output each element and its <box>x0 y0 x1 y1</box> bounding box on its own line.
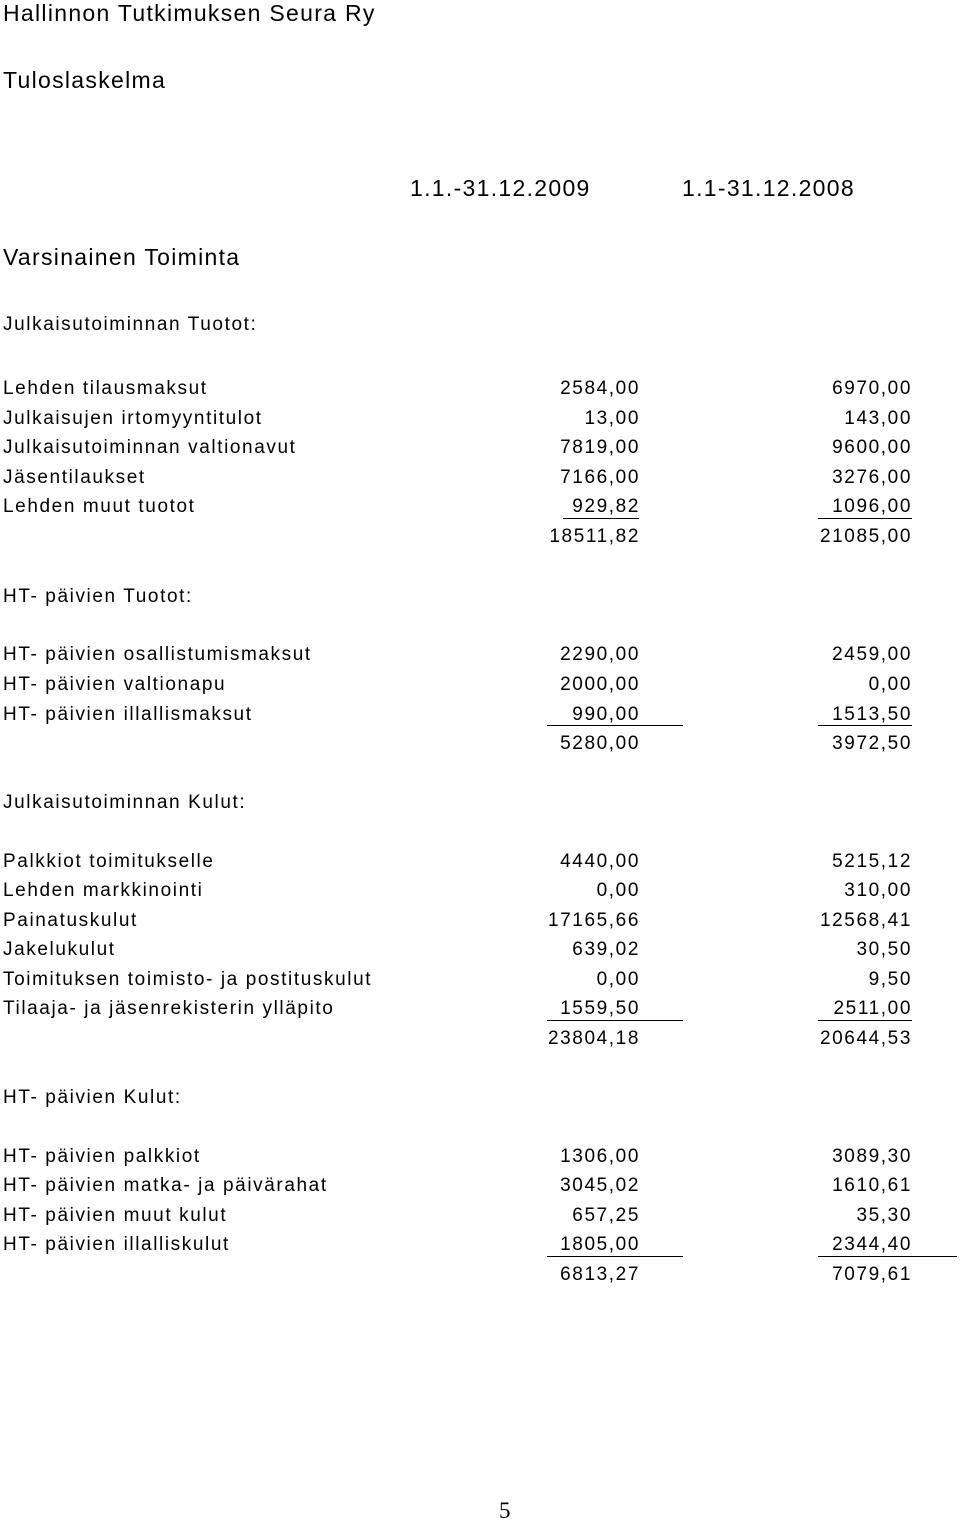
value-2009: 2290,00 <box>560 644 640 665</box>
table-row <box>3 939 960 961</box>
value-2009: 1306,00 <box>560 1146 640 1167</box>
section-heading: HT- päivien Tuotot: <box>3 586 193 607</box>
value-2008: 1096,00 <box>832 496 912 517</box>
subtotal-rule <box>547 725 683 726</box>
value-2008: 5215,12 <box>832 851 912 872</box>
value-2008: 35,30 <box>856 1205 912 1226</box>
row-label: Julkaisutoiminnan valtionavut <box>3 437 297 458</box>
value-2009: 0,00 <box>596 880 640 901</box>
table-row <box>3 1205 960 1227</box>
value-2008: 6970,00 <box>832 378 912 399</box>
subtotal-2008: 7079,61 <box>832 1264 912 1285</box>
value-2009: 657,25 <box>572 1205 640 1226</box>
table-row <box>3 998 960 1020</box>
value-2008: 310,00 <box>844 880 912 901</box>
subtotal-2009: 18511,82 <box>549 526 640 547</box>
table-row <box>3 408 960 430</box>
table-row <box>3 851 960 873</box>
value-2009: 639,02 <box>572 939 640 960</box>
subtotal-rule <box>818 518 912 519</box>
table-row <box>3 910 960 932</box>
row-label: Jakelukulut <box>3 939 116 960</box>
row-label: HT- päivien valtionapu <box>3 674 227 695</box>
table-row <box>3 644 960 666</box>
value-2009: 7819,00 <box>560 437 640 458</box>
value-2009: 990,00 <box>572 704 640 725</box>
period-current-header: 1.1.-31.12.2009 <box>410 175 591 201</box>
row-label: Lehden markkinointi <box>3 880 204 901</box>
subtotal-rule <box>818 1256 957 1257</box>
subtotal-rule <box>818 725 912 726</box>
value-2008: 9600,00 <box>832 437 912 458</box>
section-heading: HT- päivien Kulut: <box>3 1087 182 1108</box>
subtotal-2008: 21085,00 <box>819 526 912 547</box>
table-row <box>3 1175 960 1197</box>
table-row <box>3 704 960 726</box>
value-2008: 30,50 <box>856 939 912 960</box>
table-row <box>3 880 960 902</box>
value-2008: 143,00 <box>844 408 912 429</box>
value-2009: 13,00 <box>584 408 640 429</box>
subtotal-2009: 23804,18 <box>547 1028 640 1049</box>
value-2009: 1805,00 <box>560 1234 640 1255</box>
row-label: Tilaaja- ja jäsenrekisterin ylläpito <box>3 998 335 1019</box>
subtotal-rule <box>547 1020 683 1021</box>
value-2008: 2511,00 <box>833 998 912 1019</box>
row-label: Palkkiot toimitukselle <box>3 851 215 872</box>
row-label: Jäsentilaukset <box>3 467 146 488</box>
value-2009: 2584,00 <box>560 378 640 399</box>
table-row <box>3 437 960 459</box>
row-label: Julkaisujen irtomyyntitulot <box>3 408 263 429</box>
section-heading: Julkaisutoiminnan Tuotot: <box>3 314 258 335</box>
value-2008: 3089,30 <box>832 1146 912 1167</box>
organization-name: Hallinnon Tutkimuksen Seura Ry <box>3 0 376 26</box>
value-2008: 3276,00 <box>832 467 912 488</box>
subtotal-row <box>3 1264 960 1286</box>
row-label: Lehden tilausmaksut <box>3 378 208 399</box>
table-row <box>3 496 960 518</box>
value-2009: 3045,02 <box>560 1175 640 1196</box>
subtotal-rule <box>818 1020 912 1021</box>
value-2009: 2000,00 <box>560 674 640 695</box>
page-number: 5 <box>499 1498 511 1523</box>
table-row <box>3 1146 960 1168</box>
row-label: HT- päivien illallismaksut <box>3 704 253 725</box>
document-title: Tuloslaskelma <box>3 67 167 93</box>
row-label: Lehden muut tuotot <box>3 496 196 517</box>
value-2008: 9,50 <box>868 969 912 990</box>
subtotal-rule <box>547 1256 683 1257</box>
row-label: HT- päivien osallistumismaksut <box>3 644 312 665</box>
row-label: HT- päivien palkkiot <box>3 1146 201 1167</box>
main-heading: Varsinainen Toiminta <box>3 244 241 270</box>
period-previous-header: 1.1-31.12.2008 <box>682 175 855 201</box>
value-2008: 0,00 <box>868 674 912 695</box>
section-heading: Julkaisutoiminnan Kulut: <box>3 792 247 813</box>
subtotal-2009: 5280,00 <box>560 733 640 754</box>
row-label: HT- päivien matka- ja päivärahat <box>3 1175 328 1196</box>
value-2009: 4440,00 <box>560 851 640 872</box>
table-row <box>3 969 960 991</box>
subtotal-2008: 20644,53 <box>819 1028 912 1049</box>
table-row <box>3 467 960 489</box>
value-2008: 12568,41 <box>819 910 912 931</box>
table-row <box>3 674 960 696</box>
subtotal-rule <box>563 518 639 519</box>
value-2009: 929,82 <box>572 496 640 517</box>
table-row <box>3 378 960 400</box>
value-2008: 1513,50 <box>832 704 912 725</box>
subtotal-2008: 3972,50 <box>832 733 912 754</box>
subtotal-row <box>3 526 960 548</box>
value-2009: 7166,00 <box>560 467 640 488</box>
value-2009: 1559,50 <box>560 998 640 1019</box>
row-label: Painatuskulut <box>3 910 138 931</box>
value-2008: 1610,61 <box>832 1175 912 1196</box>
value-2008: 2344,40 <box>832 1234 912 1255</box>
table-row <box>3 1234 960 1256</box>
value-2009: 17165,66 <box>547 910 640 931</box>
value-2008: 2459,00 <box>832 644 912 665</box>
subtotal-row <box>3 1028 960 1050</box>
row-label: Toimituksen toimisto- ja postituskulut <box>3 969 373 990</box>
row-label: HT- päivien illalliskulut <box>3 1234 230 1255</box>
row-label: HT- päivien muut kulut <box>3 1205 228 1226</box>
value-2009: 0,00 <box>596 969 640 990</box>
subtotal-row <box>3 733 960 755</box>
subtotal-2009: 6813,27 <box>560 1264 640 1285</box>
